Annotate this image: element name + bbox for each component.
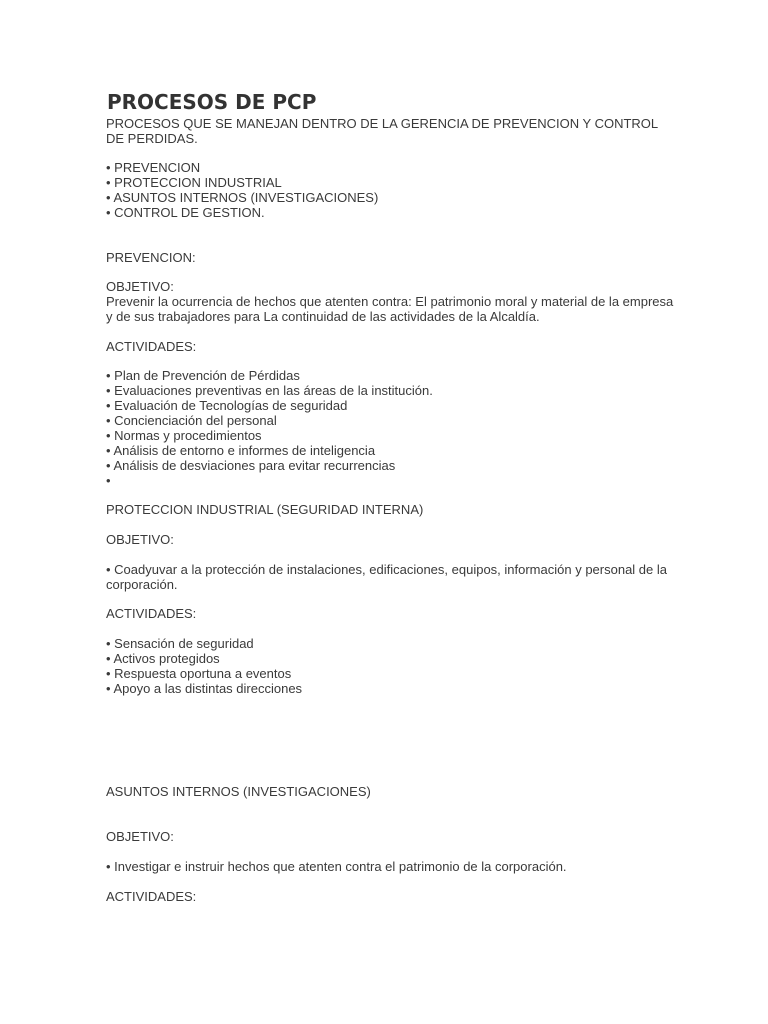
objective-text: Prevenir la ocurrencia de hechos que atenten contra: El patrimonio moral y material de la empresa xyxy=(106,294,674,309)
intro-line: PROCESOS QUE SE MANEJAN DENTRO DE LA GERENCIA DE PREVENCION Y CONTROL xyxy=(106,116,659,131)
activities-label: ACTIVIDADES: xyxy=(106,889,197,904)
activity-item: • Sensación de seguridad xyxy=(106,636,254,651)
section-heading: ASUNTOS INTERNOS (INVESTIGACIONES) xyxy=(106,784,371,799)
activity-item: • Apoyo a las distintas direcciones xyxy=(106,681,303,696)
section-heading: PREVENCION: xyxy=(106,250,196,265)
section-heading: PROTECCION INDUSTRIAL (SEGURIDAD INTERNA) xyxy=(106,502,424,517)
activity-item: • Respuesta oportuna a eventos xyxy=(106,666,292,681)
process-item: • CONTROL DE GESTION. xyxy=(106,205,265,220)
objective-text: • Investigar e instruir hechos que atenten contra el patrimonio de la corporación. xyxy=(106,859,567,874)
objective-label: OBJETIVO: xyxy=(106,279,174,294)
activity-item: • Normas y procedimientos xyxy=(106,428,262,443)
process-item: • PROTECCION INDUSTRIAL xyxy=(106,175,282,190)
activity-item: • Análisis de entorno e informes de inteligencia xyxy=(106,443,376,458)
activities-label: ACTIVIDADES: xyxy=(106,339,197,354)
activity-item: • Evaluaciones preventivas en las áreas de la institución. xyxy=(106,383,433,398)
activity-item: • xyxy=(106,473,111,488)
activity-item: • Evaluación de Tecnologías de seguridad xyxy=(106,398,348,413)
intro-line: DE PERDIDAS. xyxy=(106,131,198,146)
activity-item: • Análisis de desviaciones para evitar recurrencias xyxy=(106,458,396,473)
objective-text: y de sus trabajadores para La continuidad de las actividades de la Alcaldía. xyxy=(106,309,540,324)
objective-label: OBJETIVO: xyxy=(106,532,174,547)
activity-item: • Activos protegidos xyxy=(106,651,220,666)
page-title: PROCESOS DE PCP xyxy=(107,90,317,114)
activity-item: • Concienciación del personal xyxy=(106,413,277,428)
objective-label: OBJETIVO: xyxy=(106,829,174,844)
objective-text: • Coadyuvar a la protección de instalaciones, edificaciones, equipos, información y personal de la xyxy=(106,562,667,577)
activities-label: ACTIVIDADES: xyxy=(106,606,197,621)
objective-text: corporación. xyxy=(106,577,178,592)
activity-item: • Plan de Prevención de Pérdidas xyxy=(106,368,300,383)
process-item: • PREVENCION xyxy=(106,160,201,175)
process-item: • ASUNTOS INTERNOS (INVESTIGACIONES) xyxy=(106,190,379,205)
